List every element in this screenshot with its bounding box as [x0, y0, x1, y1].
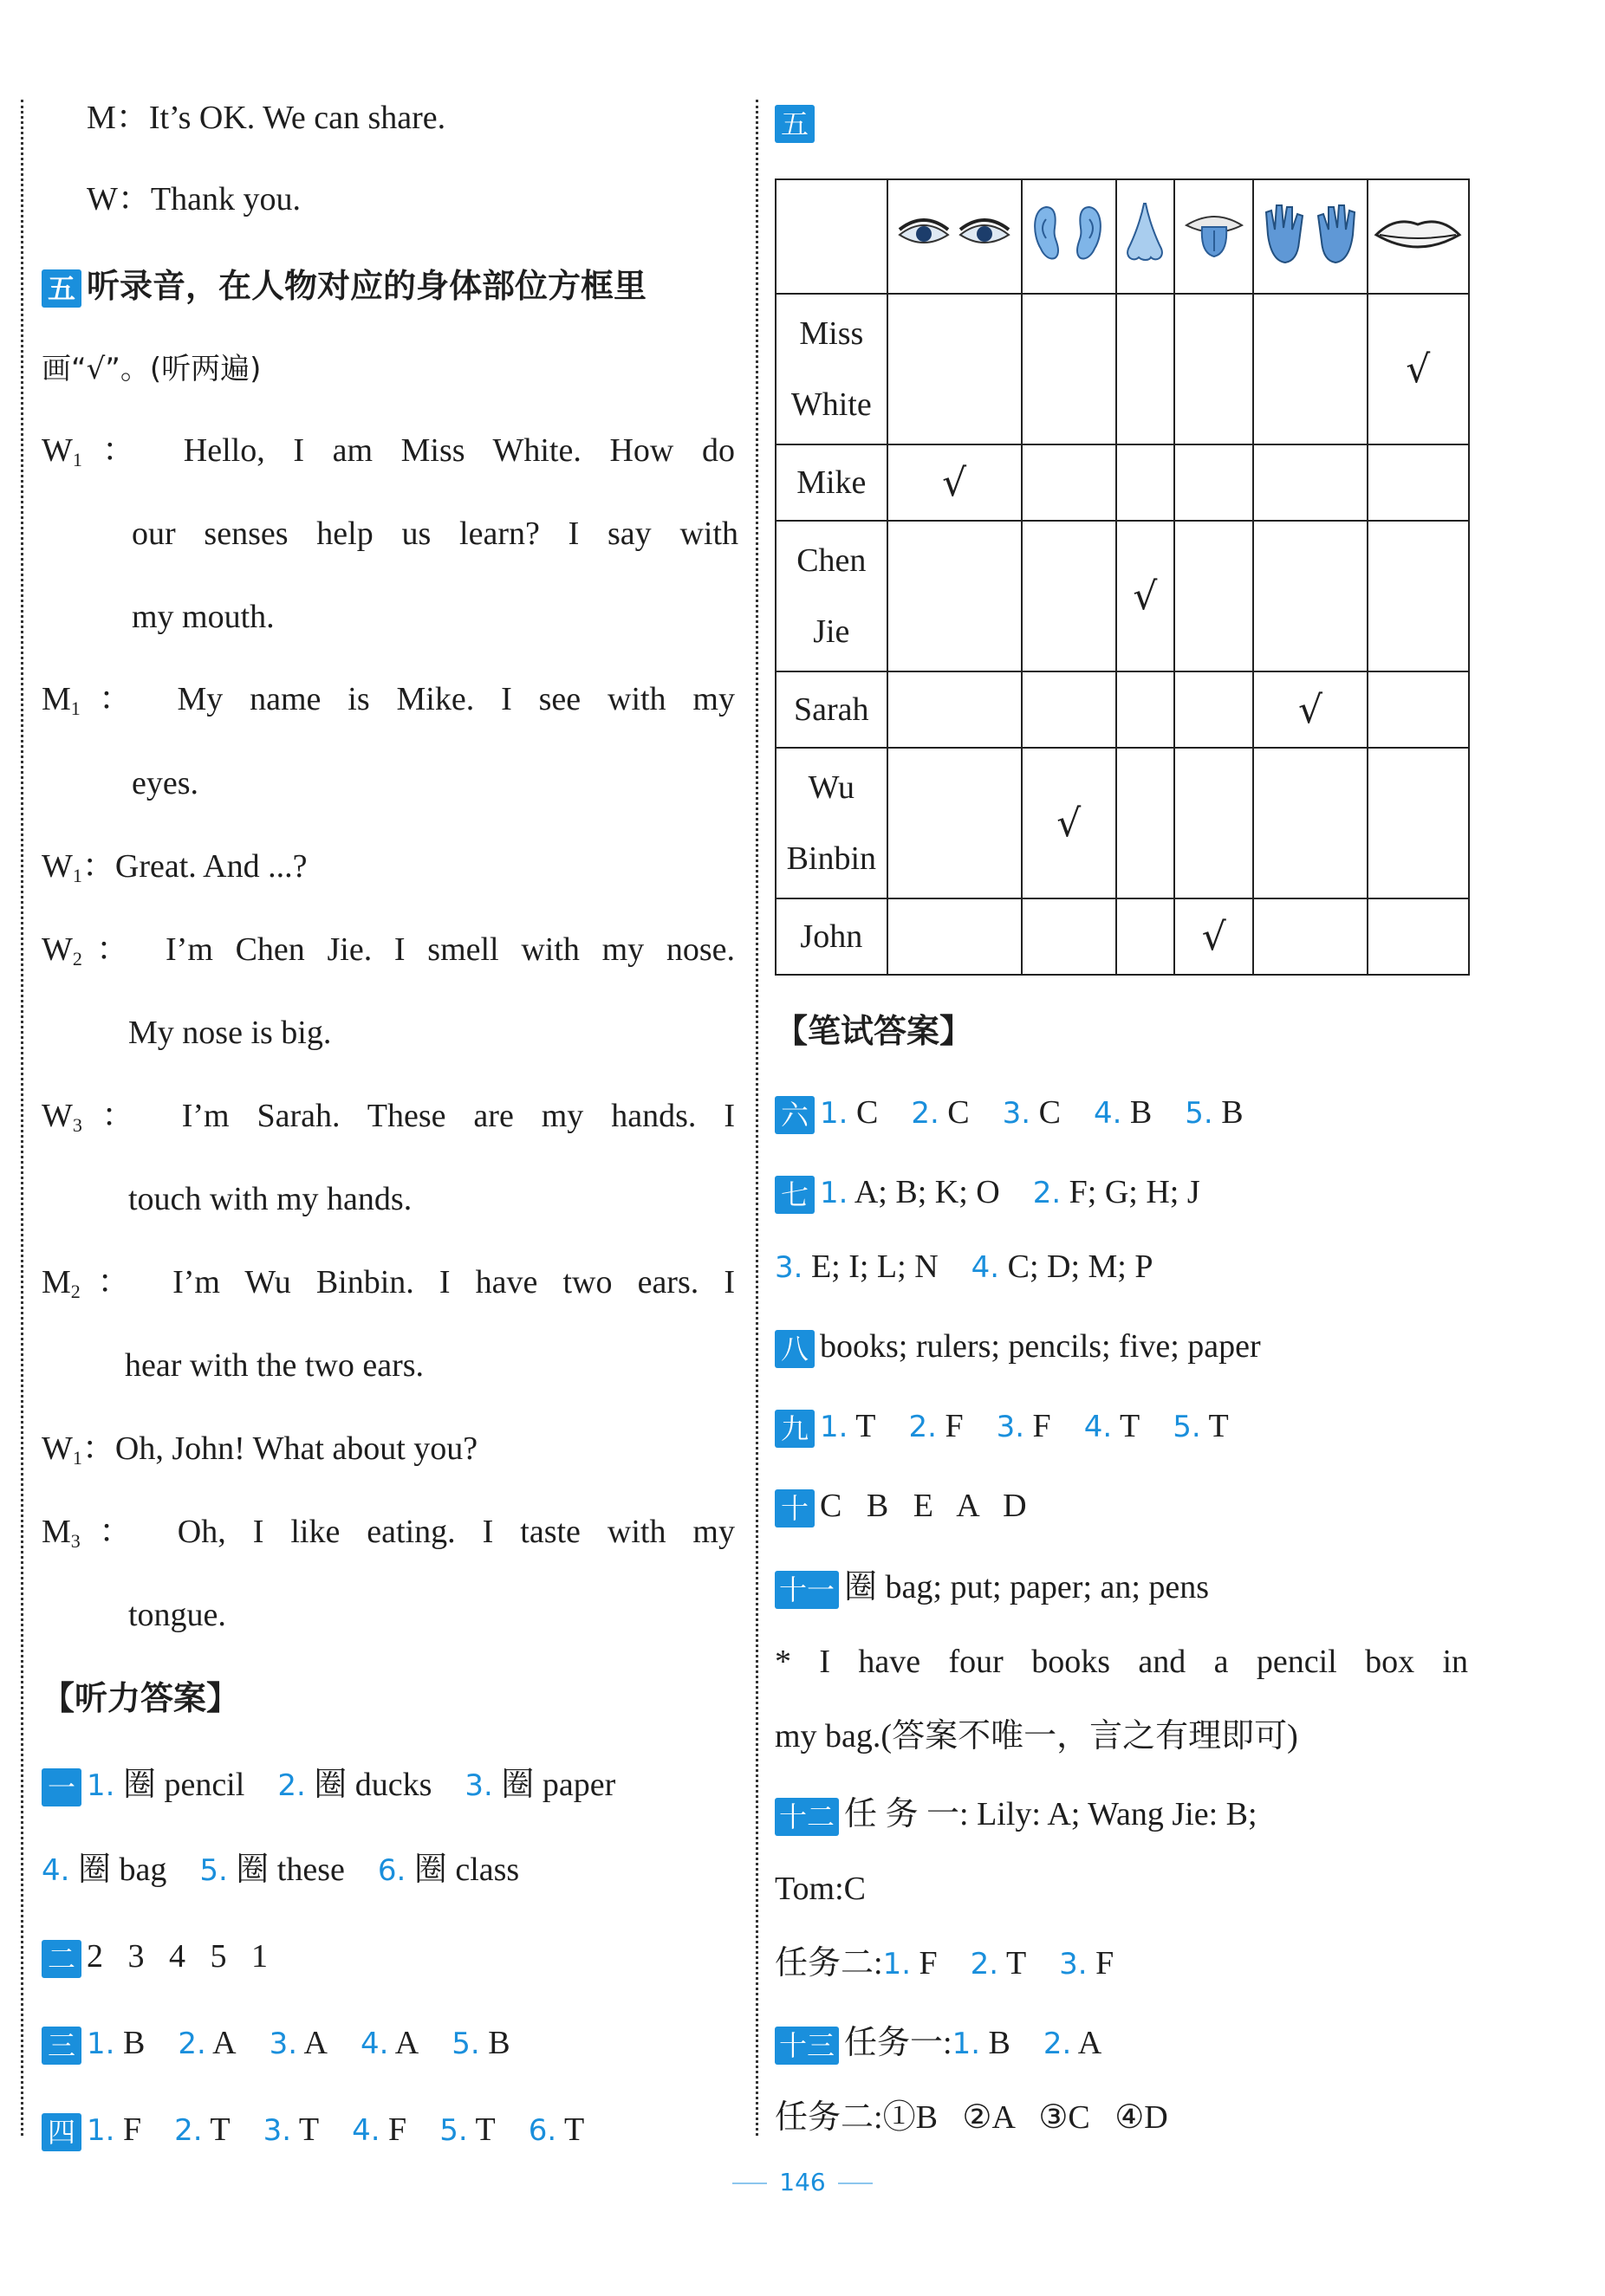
section-badge: 七 [775, 1176, 815, 1214]
table-row [776, 521, 1469, 671]
script-line: My nose is big. [128, 1015, 332, 1051]
table-row [776, 671, 1469, 748]
sense-cell [1253, 898, 1367, 975]
script-line: my mouth. [132, 599, 275, 635]
script-line: touch with my hands. [128, 1181, 413, 1217]
sense-cell [1253, 748, 1367, 898]
answer-row-11-star: * I have four books and a pencil box in [775, 1644, 1468, 1680]
script-line: $W_1$：Oh, John! What about you? [42, 1430, 478, 1469]
section-badge: 八 [775, 1330, 815, 1368]
check-mark: √ [1056, 801, 1082, 846]
section-badge: 三 [42, 2027, 81, 2065]
person-name: John [800, 918, 863, 955]
person-name-cell [776, 671, 887, 748]
sense-cell [1368, 444, 1469, 521]
sense-cell [1116, 521, 1174, 671]
sense-cell [1253, 294, 1367, 444]
table-row [776, 898, 1469, 975]
sense-cell [1368, 671, 1469, 748]
sense-cell [887, 521, 1022, 671]
sense-cell [1116, 444, 1174, 521]
section-badge: 四 [42, 2113, 81, 2151]
table-header-row [776, 179, 1469, 294]
answer-row-12-task2: 任务二:1. F 2. T 3. F [775, 1945, 1114, 1981]
sense-cell [887, 294, 1022, 444]
person-name-cont: White [790, 386, 872, 423]
script-line: eyes. [132, 765, 199, 801]
table-section-label [775, 101, 820, 143]
sense-cell [1174, 898, 1253, 975]
sense-cell [1253, 521, 1367, 671]
answer-row-6: 六 1. C 2. C 3. C 4. B 5. B [775, 1092, 1244, 1134]
senses-table [775, 178, 1470, 976]
answer-row-4: 四 1. F 2. T 3. T 4. F 5. T 6. T [42, 2109, 584, 2151]
section-badge: 一 [42, 1768, 81, 1806]
left-divider [21, 100, 23, 2136]
listening-answers-heading: 【听力答案】 [42, 1679, 240, 1717]
sense-cell [887, 444, 1022, 521]
section-badge: 六 [775, 1096, 815, 1134]
section-5-instruction-cont: 画“√”。(听两遍) [42, 352, 262, 386]
table-row [776, 444, 1469, 521]
sense-cell [1022, 294, 1116, 444]
section-badge: 十一 [775, 1571, 839, 1609]
sense-cell [1022, 748, 1116, 898]
sense-cell [1368, 898, 1469, 975]
sense-cell [1022, 898, 1116, 975]
answer-row-12-cont: Tom:C [775, 1871, 867, 1907]
sense-cell [1368, 294, 1469, 444]
sense-cell [1116, 671, 1174, 748]
hands-icon [1253, 179, 1367, 294]
check-mark: √ [1133, 574, 1158, 619]
person-name-cell [776, 294, 887, 444]
answer-row-7: 七 1. A; B; K; O 2. F; G; H; J [775, 1171, 1200, 1214]
script-line: our senses help us learn? I say with [132, 516, 738, 552]
script-line: $W_2$： I’m Chen Jie. I smell with my nose. [42, 931, 736, 970]
answer-row-7b: 3. E; I; L; N 4. C; D; M; P [775, 1249, 1153, 1285]
dialog-line: W：Thank you. [87, 181, 301, 217]
person-name-cont: Jie [813, 613, 850, 650]
corner-cell [776, 179, 887, 294]
script-line: $M_1$： My name is Mike. I see with my [42, 681, 735, 719]
sense-cell [1368, 748, 1469, 898]
person-name-cell [776, 521, 887, 671]
answer-row-3: 三 1. B 2. A 3. A 4. A 5. B [42, 2022, 510, 2065]
section-5-instruction: 五 听录音，在人物对应的身体部位方框里 [42, 265, 647, 308]
ears-icon [1022, 179, 1116, 294]
sense-cell [1116, 898, 1174, 975]
answer-row-2: 二 2 3 4 5 1 [42, 1936, 268, 1978]
dialog-line: M：It’s OK. We can share. [87, 100, 446, 136]
script-line: $M_2$： I’m Wu Binbin. I have two ears. I [42, 1264, 735, 1302]
person-name: Sarah [794, 691, 869, 728]
nose-icon [1116, 179, 1174, 294]
person-name: Miss [799, 315, 864, 352]
answer-row-12: 十二 任 务 一: Lily: A; Wang Jie: B; [775, 1793, 1257, 1836]
check-mark: √ [1406, 347, 1431, 392]
section-badge: 五 [775, 105, 815, 143]
person-name-cell [776, 748, 887, 898]
answer-row-13-task2: 任务二:①B ②A ③C ④D [775, 2099, 1168, 2136]
section-badge: 九 [775, 1410, 815, 1448]
section-badge: 十二 [775, 1798, 839, 1836]
section-badge: 五 [42, 269, 81, 308]
eyes-icon [887, 179, 1022, 294]
sense-cell [1174, 748, 1253, 898]
person-name: Chen [796, 542, 867, 579]
sense-cell [1174, 294, 1253, 444]
section-badge: 十三 [775, 2027, 839, 2065]
person-name: Wu [808, 769, 854, 806]
table-row [776, 294, 1469, 444]
script-line: $W_1$：Great. And ...? [42, 848, 308, 886]
answer-row-13: 十三 任务一:1. B 2. A [775, 2022, 1101, 2065]
sense-cell [887, 671, 1022, 748]
answer-row-11-star-cont: my bag.(答案不唯一，言之有理即可) [775, 1718, 1298, 1754]
script-line: tongue. [128, 1597, 226, 1633]
table-row [776, 748, 1469, 898]
written-answers-heading: 【笔试答案】 [775, 1012, 973, 1050]
tongue-icon [1174, 179, 1253, 294]
person-name: Mike [796, 464, 867, 501]
sense-cell [887, 898, 1022, 975]
script-line: $M_3$： Oh, I like eating. I taste with my [42, 1514, 735, 1552]
sense-cell [1368, 521, 1469, 671]
answer-row-1b: 4. 圈 bag 5. 圈 these 6. 圈 class [42, 1852, 520, 1888]
script-line: hear with the two ears. [125, 1347, 425, 1384]
answer-row-11: 十一 圈 bag; put; paper; an; pens [775, 1566, 1209, 1609]
check-mark: √ [942, 460, 967, 505]
person-name-cell [776, 898, 887, 975]
sense-cell [1116, 294, 1174, 444]
answer-row-8: 八 books; rulers; pencils; five; paper [775, 1326, 1261, 1368]
sense-cell [1022, 671, 1116, 748]
sense-cell [1022, 521, 1116, 671]
script-line: $W_3$： I’m Sarah. These are my hands. I [42, 1098, 735, 1136]
sense-cell [1022, 444, 1116, 521]
answer-row-10: 十 C B E A D [775, 1485, 1027, 1527]
person-name-cell [776, 444, 887, 521]
section-badge: 二 [42, 1940, 81, 1978]
sense-cell [1253, 671, 1367, 748]
sense-cell [1253, 444, 1367, 521]
check-mark: √ [1201, 914, 1226, 959]
sense-cell [1174, 671, 1253, 748]
page-number: 146 [0, 2168, 1605, 2196]
answer-row-1: 一 1. 圈 pencil 2. 圈 ducks 3. 圈 paper [42, 1764, 615, 1806]
sense-cell [1116, 748, 1174, 898]
mouth-icon [1368, 179, 1469, 294]
sense-cell [1174, 521, 1253, 671]
script-line: $W_1$： Hello, I am Miss White. How do [42, 432, 735, 470]
check-mark: √ [1297, 687, 1322, 732]
sense-cell [1174, 444, 1253, 521]
person-name-cont: Binbin [786, 840, 877, 877]
sense-cell [887, 748, 1022, 898]
answer-row-9: 九 1. T 2. F 3. F 4. T 5. T [775, 1405, 1229, 1448]
center-divider [756, 100, 758, 2136]
section-badge: 十 [775, 1489, 815, 1527]
